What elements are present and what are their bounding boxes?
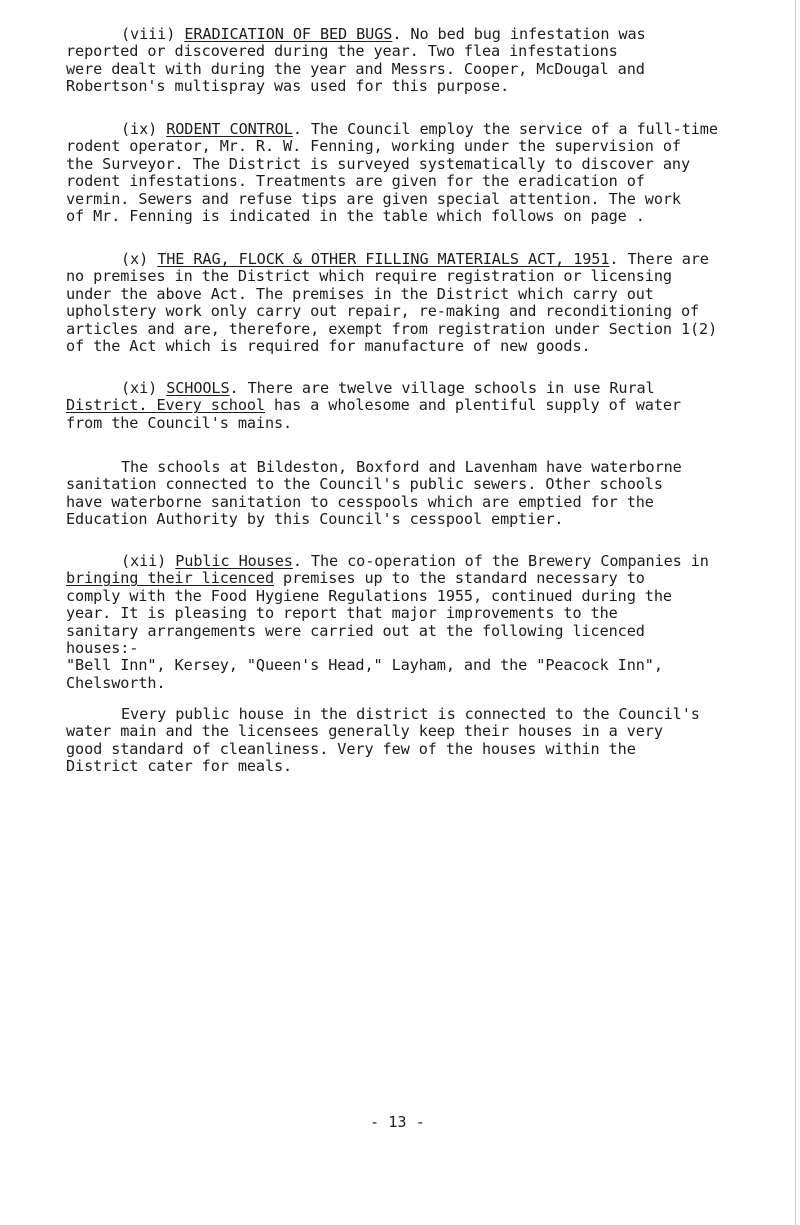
text-line: houses:- [66,639,139,658]
section-heading: SCHOOLS [166,379,230,397]
text-line: Robertson's multispray was used for this purpose. [66,77,510,96]
text-line: reported or discovered during the year. Two flea infestations [66,42,618,61]
text-line: were dealt with during the year and Messrs. Cooper, McDougal and [66,59,645,78]
section-x-first-line [66,251,786,268]
section-text: . No bed bug infestation was [392,25,646,43]
section-text: has a wholesome and plentiful supply of water [264,396,681,415]
text-line: of the Act which is required for manufacture of new goods. [66,337,591,356]
section-xii-first-line [66,553,786,570]
text-line: Every public house in the district is connected to the Council's [121,705,700,723]
text-line: articles and are, therefore, exempt from registration under Section 1(2) [66,319,718,338]
schools-paragraph [66,459,786,529]
text-line: Education Authority by this Council's cesspool emptier. [66,510,564,529]
page-number: - 13 - [370,1113,425,1131]
text-line: no premises in the District which require registration or licensing [66,267,672,286]
section-number: (x) [121,250,158,268]
page-edge-line [795,0,796,1225]
water-paragraph [66,706,786,776]
section-text: District. [66,396,157,415]
section-number: (xii) [121,552,176,570]
section-ix [66,121,786,225]
section-xi-second-line [66,397,786,414]
section-heading: Public Houses [175,552,293,570]
section-ix-first-line [66,121,786,138]
section-text-underlined: bringing their licenced [66,569,275,588]
text-line: sanitation connected to the Council's public sewers. Other schools [66,475,663,494]
text-line: water main and the licensees generally keep their houses in a very [66,722,663,741]
text-line: District cater for meals. [66,757,293,776]
section-text: . The Council employ the service of a full-time [292,120,718,138]
section-viii-first-line [66,26,786,43]
text-line: from the Council's mains. [66,413,293,432]
section-text: . There are [609,250,709,268]
text-line: upholstery work only carry out repair, re-making and reconditioning of [66,302,700,321]
section-xi [66,380,786,432]
section-x [66,251,786,355]
section-text: premises up to the standard necessary to [274,569,645,588]
section-heading: RODENT CONTROL [166,120,293,138]
section-number: (ix) [121,120,167,138]
text-line: sanitary arrangements were carried out at the following licenced [66,621,645,640]
section-xii-second-line [66,570,786,587]
text-line: under the above Act. The premises in the District which carry out [66,284,654,303]
section-heading: ERADICATION OF BED BUGS [184,25,393,43]
text-line: good standard of cleanliness. Very few of the houses within the [66,739,636,758]
text-line: rodent operator, Mr. R. W. Fenning, working under the supervision of [66,137,681,156]
text-line: vermin. Sewers and refuse tips are given special attention. The work [66,189,681,208]
section-number: (xi) [121,379,167,397]
section-xi-first-line [66,380,786,397]
text-line: of Mr. Fenning is indicated in the table which follows on page . [66,207,645,226]
section-text: . The co-operation of the Brewery Companies in [292,552,709,570]
text-line: have waterborne sanitation to cesspools which are emptied for the [66,492,654,511]
section-heading: THE RAG, FLOCK & OTHER FILLING MATERIALS ACT, 1951 [157,250,610,268]
section-viii [66,26,786,96]
section-text: . There are twelve village schools in use Rural [229,379,655,397]
text-line: rodent infestations. Treatments are given for the eradication of [66,172,645,191]
section-number: (viii) [121,25,185,43]
section-text-underlined: Every school [156,396,265,415]
text-line: Chelsworth. [66,673,166,692]
text-line: comply with the Food Hygiene Regulations 1955, continued during the [66,586,672,605]
section-xii [66,553,786,692]
text-line: "Bell Inn", Kersey, "Queen's Head," Layham, and the "Peacock Inn", [66,656,663,675]
text-line: The schools at Bildeston, Boxford and Lavenham have waterborne [121,458,682,476]
text-line: year. It is pleasing to report that major improvements to the [66,604,618,623]
text-line: the Surveyor. The District is surveyed systematically to discover any [66,154,691,173]
